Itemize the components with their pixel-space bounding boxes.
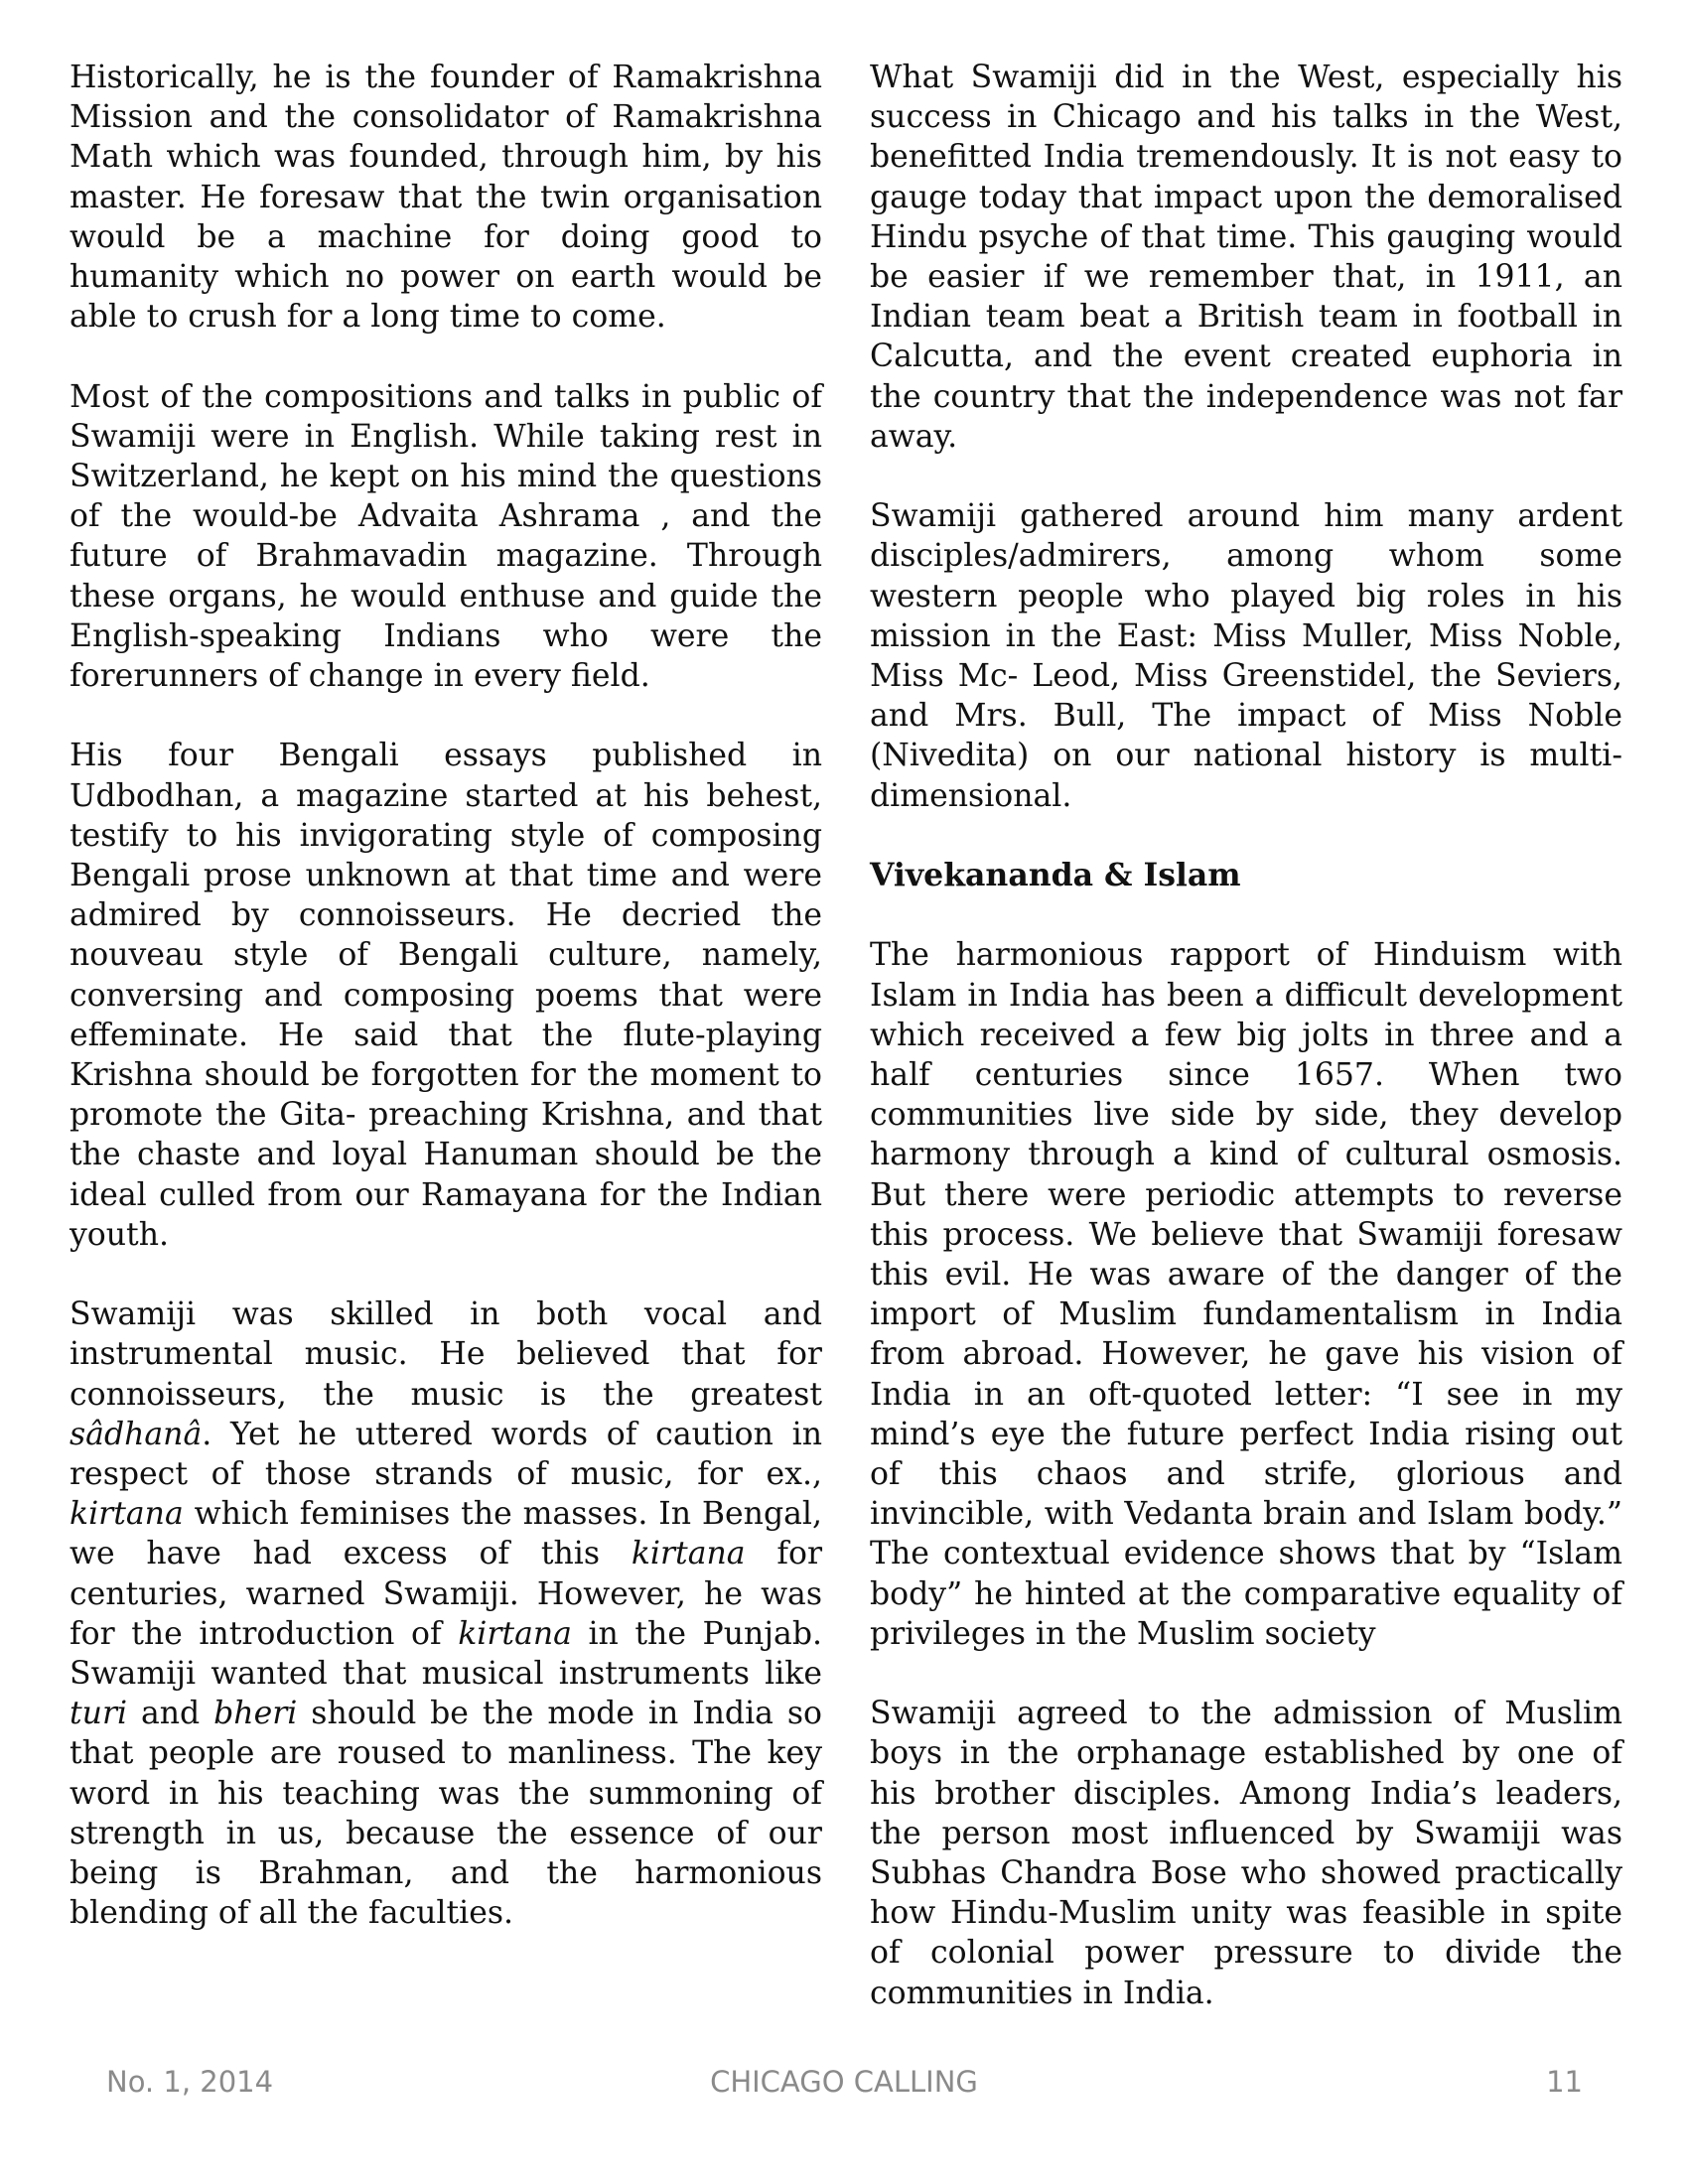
term-kirtana: kirtana xyxy=(631,1536,746,1572)
text-run: in the Punjab. Swamiji wanted that musical instruments like xyxy=(70,1615,822,1693)
term-bheri: bheri xyxy=(213,1696,298,1732)
footer-page-number: 11 xyxy=(1546,2065,1583,2099)
text-run: . Yet he uttered words of caution in respect of those strands of music, for ex., xyxy=(70,1416,822,1493)
term-kirtana: kirtana xyxy=(458,1615,572,1652)
paragraph-bengali-essays: His four Bengali essays published in Udbodhan, a magazine started at his behest, testify to his invigorating style of composing Bengali prose unknown at that time and were admired by connoisseurs. He decried the nouveau style of Bengali culture, namely, conversing and composing poems that were effeminate. He said that the flute-playing Krishna should be forgotten for the moment to promote the Gita- preaching Krishna, and that the chaste and loyal Hanuman should be the ideal culled from our Ramayana for the Indian youth. xyxy=(70,738,822,1253)
right-column xyxy=(870,58,1622,2013)
paragraph-west-success: What Swamiji did in the West, especially his success in Chicago and his talks in the West, benefitted India tremendously. It is not easy to gauge today that impact upon the demoralised Hindu psyche of that time. This gauging would be easier if we remember that, in 1911, an Indian team beat a British team in football in Calcutta, and the event created euphoria in the country that the independence was not far away. xyxy=(870,60,1622,455)
paragraph-compositions: Most of the compositions and talks in public of Swamiji were in English. While taking rest in Switzerland, he kept on his mind the questions of the would-be Advaita Ashrama , and the future of Brahmavadin magazine. Through these organs, he would enthuse and guide the English-speaking Indians who were the forerunners of change in every field. xyxy=(70,378,822,695)
paragraph-hinduism-islam: The harmonious rapport of Hinduism with Islam in India has been a difficult development which received a few big jolts in three and a half centuries since 1657. When two communities live side by side, they develop harmony through a kind of cultural osmosis. But there were periodic attempts to reverse this process. We believe that Swamiji foresaw this evil. He was aware of the danger of the import of Muslim fundamentalism in India from abroad. However, he gave his vision of India in an oft-quoted letter: “I see in my mind’s eye the future perfect India rising out of this chaos and strife, glorious and invincible, with Vedanta brain and Islam body.” The contextual evidence shows that by “Islam body” he hinted at the comparative equality of privileges in the Muslim society xyxy=(870,937,1622,1652)
term-sadhana: sâdhanâ xyxy=(70,1416,203,1452)
text-run: for centuries, warned Swamiji. However, he was for the introduction of xyxy=(70,1536,822,1652)
text-run: and xyxy=(127,1696,214,1732)
left-column xyxy=(70,58,822,1934)
text-run: which feminises the masses. In Bengal, we have had excess of this xyxy=(70,1496,822,1572)
page-footer xyxy=(0,2065,1688,2105)
section-heading: Vivekananda & Islam xyxy=(870,857,1241,894)
text-run: should be the mode in India so that people are roused to manliness. The key word in his teaching was the summoning of strength in us, because the essence of our being is Brahman, and the harmonious blending of all the faculties. xyxy=(70,1696,822,1932)
paragraph-music xyxy=(70,1295,822,1933)
paragraph-founder: Historically, he is the founder of Ramakrishna Mission and the consolidator of Ramakrishna Math which was founded, through him, by his master. He foresaw that the twin organisation would be a machine for doing good to humanity which no power on earth would be able to crush for a long time to come. xyxy=(70,60,822,336)
text-run: Swamiji was skilled in both vocal and instrumental music. He believed that for connoisseurs, the music is the greatest xyxy=(70,1297,822,1413)
paragraph-disciples: Swamiji gathered around him many ardent disciples/admirers, among whom some western people who played big roles in his mission in the East: Miss Muller, Miss Noble, Miss Mc- Leod, Miss Greenstidel, the Seviers, and Mrs. Bull, The impact of Miss Noble (Nivedita) on our national history is multi-dimensional. xyxy=(870,498,1622,814)
footer-issue: No. 1, 2014 xyxy=(106,2065,274,2099)
term-turi: turi xyxy=(70,1696,128,1732)
footer-publication: CHICAGO CALLING xyxy=(710,2065,978,2099)
term-kirtana: kirtana xyxy=(70,1496,184,1533)
paragraph-muslim-boys: Swamiji agreed to the admission of Muslim boys in the orphanage established by one of his brother disciples. Among India’s leaders, the person most influenced by Swamiji was Subhas Chandra Bose who showed practically how Hindu-Muslim unity was feasible in spite of colonial power pressure to divide the communities in India. xyxy=(870,1696,1622,2011)
